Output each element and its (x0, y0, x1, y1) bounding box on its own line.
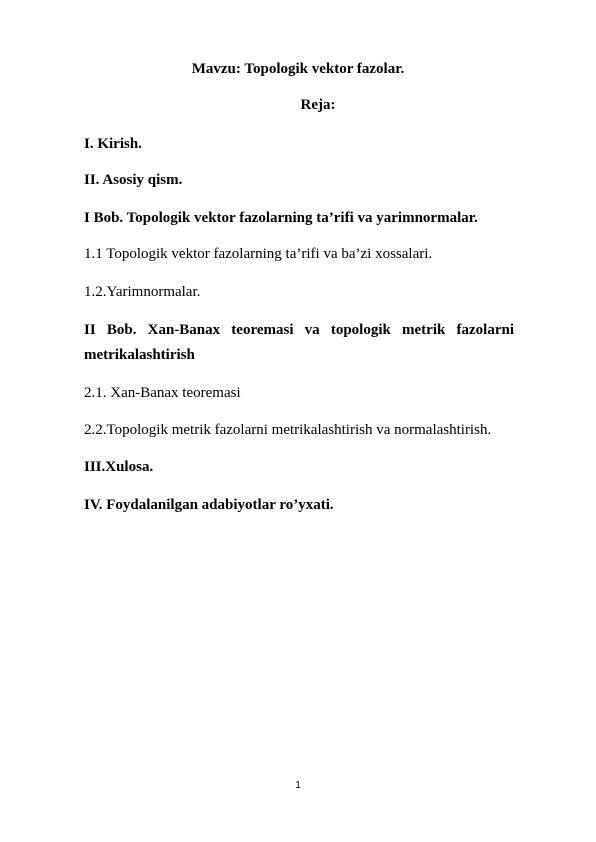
page-number: 1 (295, 780, 301, 791)
document-title: Mavzu: Topologik vektor fazolar. (191, 61, 405, 77)
plan-item-section-2-1: 2.1. Xan-Banax teoremasi (84, 385, 241, 401)
plan-item-chapter-2-line-2: metrikalashtirish (84, 347, 195, 363)
plan-item-chapter-1: I Bob. Topologik vektor fazolarning ta’rifi va yarimnormalar. (84, 210, 478, 226)
plan-item-section-1-1: 1.1 Topologik vektor fazolarning ta’rifi va ba’zi xossalari. (84, 246, 433, 262)
plan-item-introduction: I. Kirish. (84, 136, 142, 152)
plan-item-section-2-2: 2.2.Topologik metrik fazolarni metrikalashtirish va normalashtirish. (84, 422, 492, 438)
plan-item-conclusion: III.Xulosa. (84, 459, 154, 475)
plan-item-main-part: II. Asosiy qism. (84, 172, 183, 188)
plan-item-section-1-2: 1.2.Yarimnormalar. (84, 284, 201, 300)
plan-item-references: IV. Foydalanilgan adabiyotlar ro’yxati. (84, 497, 334, 513)
plan-item-chapter-2-line-1: II Bob. Xan-Banax teoremasi va topologik metrik fazolarni (84, 322, 514, 338)
plan-heading: Reja: (300, 97, 336, 113)
